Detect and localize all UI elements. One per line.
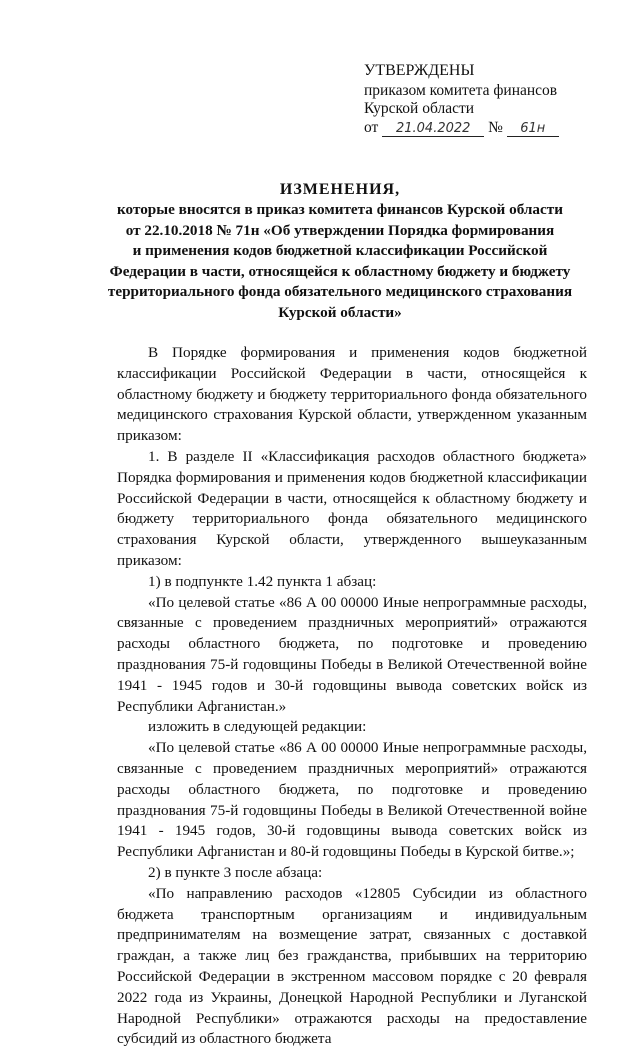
subtitle-line: Федерации в части, относящейся к областному бюджету и бюджету bbox=[109, 262, 571, 280]
subtitle-line: территориального фонда обязательного медицинского страхования bbox=[107, 283, 573, 300]
body-paragraph: «По целевой статье «86 А 00 00000 Иные непрограммные расходы, связанные с проведением праздничных мероприятий» отражаются расходы областного бюджета, по подготовке и проведению празднования 75-й годовщины Победы в Великой Отечественной войне 1941 - 1945 годов и 30-й годовщины вывода советских войск из Республики Афганистан.» bbox=[117, 593, 587, 715]
body-paragraph: В Порядке формирования и применения кодов бюджетной классификации Российской Федерации в части, относящейся к областному бюджету и бюджету территориального фонда обязательного медицинского страхования Курской области, утвержденном указанным приказом: bbox=[117, 344, 587, 445]
handwritten-number: 61н bbox=[507, 121, 559, 137]
handwritten-date: 21.04.2022 bbox=[382, 121, 484, 137]
body-paragraph: изложить в следующей редакции: bbox=[148, 718, 367, 736]
approval-line-region: Курской области bbox=[364, 100, 475, 117]
document-title: ИЗМЕНЕНИЯ, bbox=[279, 181, 401, 198]
document-body bbox=[117, 343, 587, 1050]
subtitle-line: Курской области» bbox=[278, 303, 402, 321]
body-paragraph: 2) в пункте 3 после абзаца: bbox=[148, 863, 323, 881]
body-paragraph: 1. В разделе II «Классификация расходов областного бюджета» Порядка формирования и применения кодов бюджетной классификации Российской Федерации в части, относящейся к областному бюджету и бюджету территориального фонда обязательного медицинского страхования Курской области, утвержденного вышеуказанным приказом: bbox=[117, 447, 587, 569]
subtitle-line: которые вносятся в приказ комитета финансов Курской области bbox=[117, 201, 563, 218]
approval-heading: УТВЕРЖДЕНЫ bbox=[364, 62, 475, 79]
approval-line-order: приказом комитета финансов bbox=[364, 81, 558, 99]
approval-number-sign: № bbox=[488, 118, 503, 136]
body-paragraph: 1) в подпункте 1.42 пункта 1 абзац: bbox=[148, 572, 377, 590]
subtitle-line: и применения кодов бюджетной классификации Российской bbox=[132, 242, 548, 259]
approval-stamp-block bbox=[364, 62, 614, 137]
document-subtitle bbox=[60, 200, 620, 323]
approval-date-line bbox=[364, 119, 614, 138]
body-paragraph: «По направлению расходов «12805 Субсидии из областного бюджета транспортным организациям и индивидуальным предпринимателям на возмещение затрат, связанных с доставкой граждан, а также лиц без гражданства, прибывших на территорию Российской Федерации в экстренном массовом порядке с 20 февраля 2022 года из Украины, Донецкой Народной Республики и Луганской Народной Республики» отражаются расходы на предоставление субсидий из областного бюджета bbox=[117, 884, 587, 1048]
body-paragraph: «По целевой статье «86 А 00 00000 Иные непрограммные расходы, связанные с проведением праздничных мероприятий» отражаются расходы областного бюджета, по подготовке и проведению празднования 75-й годовщины Победы в Великой Отечественной войне 1941 - 1945 годов, 30-й годовщины вывода советских войск из Республики Афганистан и 80-й годовщины Победы в Курской битве.»; bbox=[117, 739, 587, 861]
subtitle-line: от 22.10.2018 № 71н «Об утверждении Порядка формирования bbox=[125, 221, 555, 239]
approval-date-prefix: от bbox=[364, 118, 379, 136]
